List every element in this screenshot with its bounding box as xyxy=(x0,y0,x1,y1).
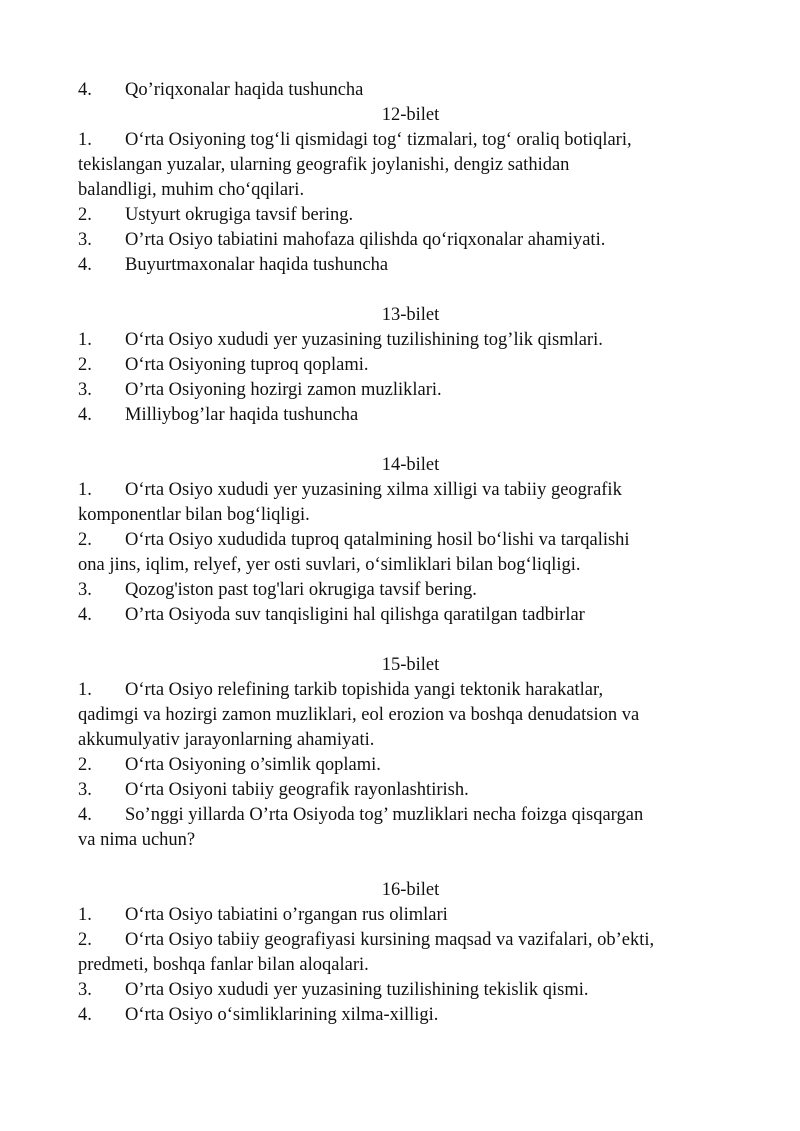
list-item xyxy=(78,78,743,103)
item-text: O‘rta Osiyo xududi yer yuzasining tuzilishining tog’lik qismlari. xyxy=(125,330,603,350)
item-text: tekislangan yuzalar, ularning geografik joylanishi, dengiz sathidan xyxy=(78,155,570,175)
list-item xyxy=(78,328,743,353)
item-text: O‘rta Osiyo tabiiy geografiyasi kursining maqsad va vazifalari, ob’ekti, xyxy=(125,930,655,950)
item-number: 2. xyxy=(78,530,92,550)
item-text: O‘rta Osiyo o‘simliklarining xilma-xilligi. xyxy=(125,1005,439,1025)
section-spacer xyxy=(78,853,743,878)
item-number: 3. xyxy=(78,780,92,800)
item-text: qadimgi va hozirgi zamon muzliklari, eol erozion va boshqa denudatsion va xyxy=(78,705,640,725)
list-item xyxy=(78,778,743,803)
list-item xyxy=(78,503,743,528)
list-item xyxy=(78,953,743,978)
item-text: Buyurtmaxonalar haqida tushuncha xyxy=(125,255,389,275)
list-item xyxy=(78,228,743,253)
ticket-sections xyxy=(78,103,743,1028)
ticket-title: 13-bilet xyxy=(381,305,440,325)
item-text: O‘rta Osiyoning tog‘li qismidagi tog‘ tizmalari, tog‘ oraliq botiqlari, xyxy=(125,130,632,150)
list-item xyxy=(78,903,743,928)
list-item xyxy=(78,478,743,503)
ticket-title: 12-bilet xyxy=(381,105,440,125)
item-number: 1. xyxy=(78,905,92,925)
item-text: Ustyurt okrugiga tavsif bering. xyxy=(125,205,354,225)
item-text: O‘rta Osiyo relefining tarkib topishida yangi tektonik harakatlar, xyxy=(125,680,604,700)
item-number: 3. xyxy=(78,980,92,1000)
ticket-title: 14-bilet xyxy=(381,455,440,475)
item-text: komponentlar bilan bog‘liqligi. xyxy=(78,505,310,525)
item-number: 4. xyxy=(78,1005,92,1025)
list-item xyxy=(78,553,743,578)
list-item xyxy=(78,128,743,153)
item-number: 4. xyxy=(78,405,92,425)
item-text: O‘rta Osiyo xududida tuproq qatalmining hosil bo‘lishi va tarqalishi xyxy=(125,530,630,550)
item-number: 4. xyxy=(78,80,92,100)
section-spacer xyxy=(78,428,743,453)
list-item xyxy=(78,728,743,753)
item-number: 1. xyxy=(78,130,92,150)
document-page xyxy=(78,78,743,1028)
list-item xyxy=(78,203,743,228)
item-number: 2. xyxy=(78,930,92,950)
list-item xyxy=(78,253,743,278)
item-text: Qo’riqxonalar haqida tushuncha xyxy=(125,80,364,100)
list-item xyxy=(78,603,743,628)
section-spacer xyxy=(78,628,743,653)
item-number: 3. xyxy=(78,230,92,250)
item-number: 1. xyxy=(78,680,92,700)
item-number: 2. xyxy=(78,355,92,375)
item-text: balandligi, muhim cho‘qqilari. xyxy=(78,180,305,200)
item-number: 2. xyxy=(78,205,92,225)
list-item xyxy=(78,353,743,378)
item-text: O’rta Osiyoda suv tanqisligini hal qilishga qaratilgan tadbirlar xyxy=(125,605,585,625)
item-text: ona jins, iqlim, relyef, yer osti suvlari, o‘simliklari bilan bog‘liqligi. xyxy=(78,555,581,575)
list-item xyxy=(78,153,743,178)
section-spacer xyxy=(78,278,743,303)
item-text: Milliybog’lar haqida tushuncha xyxy=(125,405,359,425)
item-text: O‘rta Osiyoning o’simlik qoplami. xyxy=(125,755,381,775)
item-text: Qozog'iston past tog'lari okrugiga tavsif bering. xyxy=(125,580,477,600)
item-number: 3. xyxy=(78,580,92,600)
ticket-title: 16-bilet xyxy=(381,880,440,900)
ticket-title: 15-bilet xyxy=(381,655,440,675)
item-text: O‘rta Osiyo tabiatini o’rgangan rus olimlari xyxy=(125,905,448,925)
item-text: O‘rta Osiyo xududi yer yuzasining xilma xilligi va tabiiy geografik xyxy=(125,480,622,500)
list-item xyxy=(78,803,743,828)
item-text: O‘rta Osiyoning tuproq qoplami. xyxy=(125,355,369,375)
item-text: O’rta Osiyoning hozirgi zamon muzliklari. xyxy=(125,380,442,400)
list-item xyxy=(78,828,743,853)
item-number: 4. xyxy=(78,605,92,625)
list-item xyxy=(78,528,743,553)
item-number: 3. xyxy=(78,380,92,400)
item-text: akkumulyativ jarayonlarning ahamiyati. xyxy=(78,730,375,750)
item-text: So’nggi yillarda O’rta Osiyoda tog’ muzliklari necha foizga qisqargan xyxy=(125,805,644,825)
item-text: O‘rta Osiyoni tabiiy geografik rayonlashtirish. xyxy=(125,780,469,800)
list-item xyxy=(78,703,743,728)
list-item xyxy=(78,928,743,953)
item-number: 1. xyxy=(78,480,92,500)
list-item xyxy=(78,378,743,403)
list-item xyxy=(78,753,743,778)
list-item xyxy=(78,1003,743,1028)
item-text: O’rta Osiyo xududi yer yuzasining tuzilishining tekislik qismi. xyxy=(125,980,589,1000)
item-text: va nima uchun? xyxy=(78,830,196,850)
list-item xyxy=(78,403,743,428)
list-item xyxy=(78,678,743,703)
item-number: 2. xyxy=(78,755,92,775)
item-text: O’rta Osiyo tabiatini mahofaza qilishda qo‘riqxonalar ahamiyati. xyxy=(125,230,606,250)
list-item xyxy=(78,178,743,203)
item-text: predmeti, boshqa fanlar bilan aloqalari. xyxy=(78,955,369,975)
list-item xyxy=(78,578,743,603)
item-number: 1. xyxy=(78,330,92,350)
item-number: 4. xyxy=(78,805,92,825)
item-number: 4. xyxy=(78,255,92,275)
list-item xyxy=(78,978,743,1003)
